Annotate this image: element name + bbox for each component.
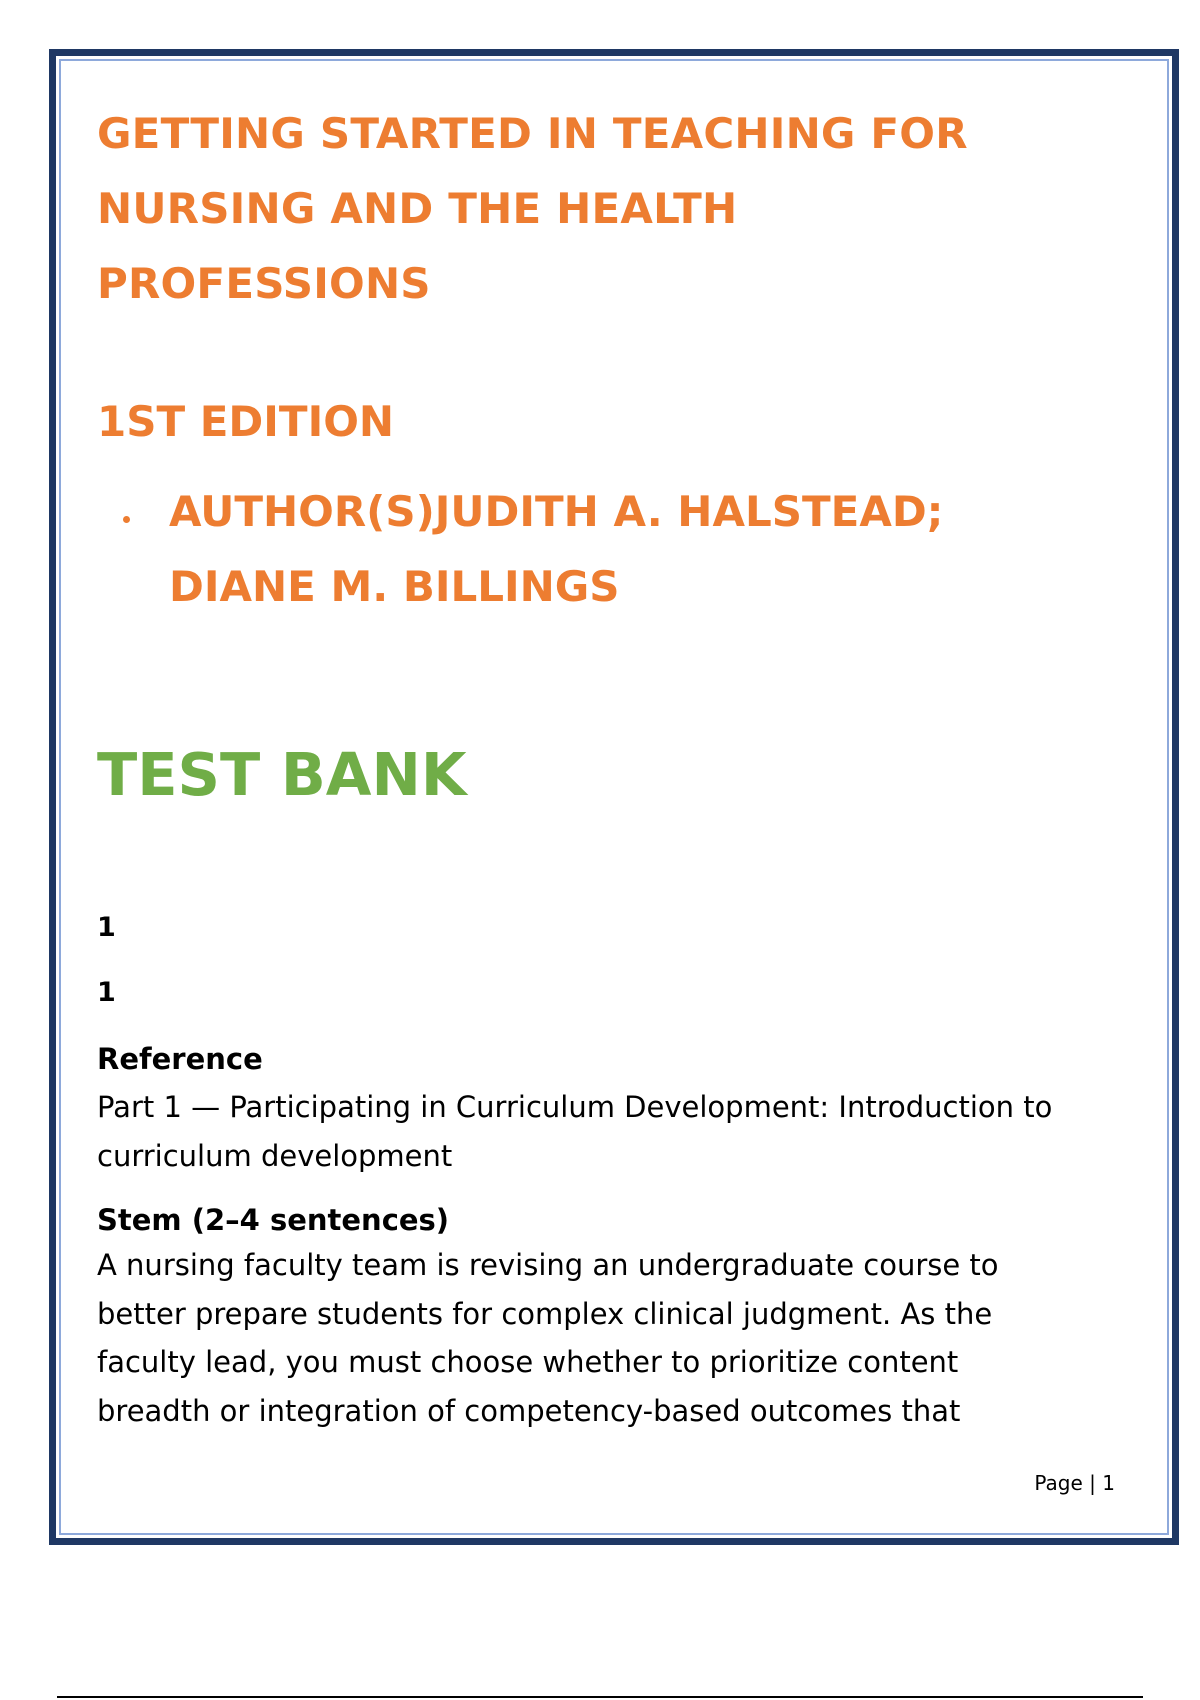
question-number-repeat: 1 [97, 977, 116, 1008]
test-bank-heading: TEST BANK [97, 740, 467, 809]
question-number: 1 [97, 912, 116, 943]
bullet-icon [123, 516, 130, 523]
reference-text: Part 1 — Participating in Curriculum Development: Introduction to curriculum development [97, 1090, 1053, 1173]
stem-label: Stem (2–4 sentences) [97, 1203, 450, 1237]
edition-label: 1ST EDITION [97, 397, 395, 446]
reference-label: Reference [97, 1042, 263, 1076]
page-divider [57, 1696, 1143, 1698]
page-number: Page | 1 [1034, 1471, 1115, 1495]
author-list [97, 474, 1057, 624]
author-names: AUTHOR(S)JUDITH A. HALSTEAD; DIANE M. BILLINGS [169, 487, 944, 611]
book-title: GETTING STARTED IN TEACHING FOR NURSING AND THE HEALTH PROFESSIONS [97, 109, 968, 308]
author-list-item [97, 474, 1057, 624]
stem-text: A nursing faculty team is revising an undergraduate course to better prepare students for complex clinical judgment. As the faculty lead, you must choose whether to prioritize content breadth or integration of competency-based outcomes that [97, 1248, 999, 1428]
